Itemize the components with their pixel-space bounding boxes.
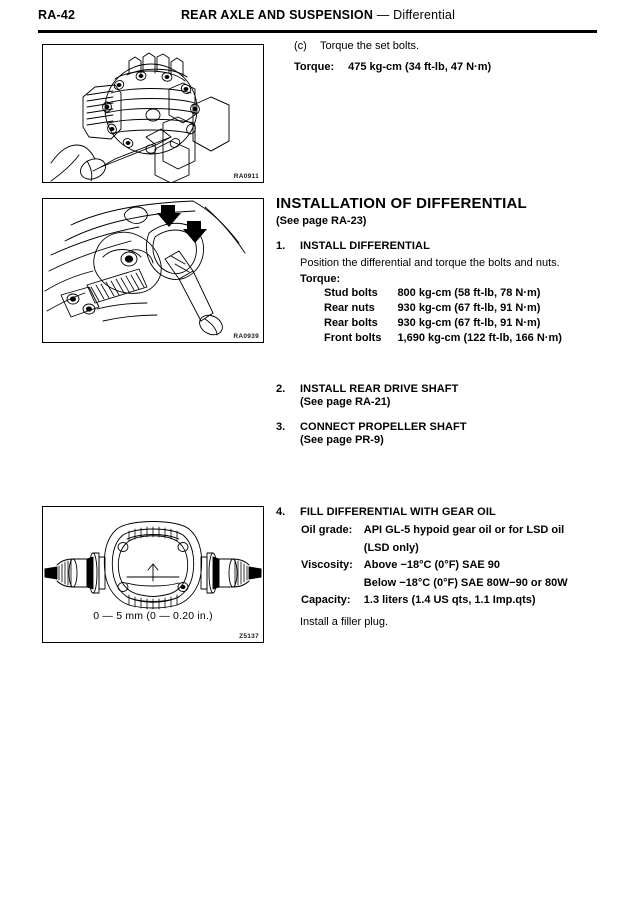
step-body — [300, 506, 606, 628]
step-description: Position the differential and torque the bolts and nuts. — [300, 257, 560, 269]
figure-id: RA0911 — [233, 173, 259, 180]
page-title-dash: — — [376, 8, 390, 22]
figure-torque-set-bolts — [42, 44, 264, 183]
oil-spec-table — [300, 522, 578, 610]
differential-mounting-illustration — [43, 199, 263, 342]
step-body — [300, 240, 606, 346]
section-reference: (See page RA-23) — [276, 215, 367, 227]
figure-id: Z5137 — [239, 633, 259, 640]
step-title: CONNECT PROPELLER SHAFT — [300, 421, 467, 433]
header-divider — [38, 30, 597, 33]
step-number: 2. — [276, 383, 286, 395]
torque-label: Torque: — [294, 61, 335, 73]
torque-value: 475 kg-cm (34 ft-lb, 47 N·m) — [348, 61, 492, 73]
step-reference: (See page RA-21) — [300, 396, 391, 408]
table-row — [324, 286, 562, 301]
table-row — [300, 522, 578, 540]
spec-value-continued: Below −18°C (0°F) SAE 80W−90 or 80W — [363, 576, 568, 589]
spec-value: API GL-5 hypoid gear oil or for LSD oil — [363, 524, 565, 536]
substep-marker: (c) — [294, 40, 307, 52]
figure-axle-housing — [42, 506, 264, 643]
spec-name: Rear bolts — [324, 317, 378, 329]
spec-label: Capacity: — [301, 594, 351, 606]
spec-value: Above −18°C (0°F) SAE 90 — [363, 559, 501, 571]
step-body — [300, 421, 606, 446]
step-reference: (See page PR-9) — [300, 434, 384, 446]
step-number: 1. — [276, 240, 286, 252]
table-row — [324, 301, 562, 316]
spec-label-spacer — [300, 575, 363, 593]
differential-carrier-illustration — [43, 45, 263, 182]
figure-id: RA0939 — [233, 333, 259, 340]
spec-label-spacer — [300, 540, 363, 558]
table-row — [300, 540, 578, 558]
spec-name: Rear nuts — [324, 302, 375, 314]
step-title: INSTALL DIFFERENTIAL — [300, 240, 430, 252]
table-row — [300, 592, 578, 610]
page-title — [38, 8, 598, 22]
step-closing-note: Install a filler plug. — [300, 615, 389, 628]
spec-value: 1.3 liters (1.4 US qts, 1.1 Imp.qts) — [363, 594, 536, 606]
substep-text: Torque the set bolts. — [320, 40, 420, 52]
section-heading — [276, 195, 606, 227]
page-title-main: REAR AXLE AND SUSPENSION — [180, 8, 374, 22]
page-number: RA-42 — [38, 8, 76, 22]
figure-dimension-caption: 0 — 5 mm (0 — 0.20 in.) — [93, 610, 213, 622]
torque-spec-table — [324, 286, 562, 346]
spec-value: 930 kg-cm (67 ft-lb, 91 N·m) — [397, 302, 541, 314]
torque-specification — [294, 61, 606, 73]
step-number: 4. — [276, 506, 286, 518]
page-title-sub: Differential — [393, 8, 456, 22]
spec-value: 930 kg-cm (67 ft-lb, 91 N·m) — [397, 317, 541, 329]
step-title: INSTALL REAR DRIVE SHAFT — [300, 383, 459, 395]
spec-label: Viscosity: — [301, 559, 353, 571]
step-title: FILL DIFFERENTIAL WITH GEAR OIL — [300, 506, 496, 518]
spec-label: Oil grade: — [301, 524, 353, 536]
torque-label: Torque: — [300, 273, 341, 285]
figure-install-differential — [42, 198, 264, 343]
section-title: INSTALLATION OF DIFFERENTIAL — [276, 195, 527, 212]
spec-value: 1,690 kg-cm (122 ft-lb, 166 N·m) — [397, 332, 562, 344]
spec-value: 800 kg-cm (58 ft-lb, 78 N·m) — [397, 287, 541, 299]
table-row — [300, 557, 578, 575]
table-row — [300, 575, 578, 593]
table-row — [324, 316, 562, 331]
spec-value-continued: (LSD only) — [363, 541, 419, 554]
spec-name: Stud bolts — [324, 287, 378, 299]
step-number: 3. — [276, 421, 286, 433]
step-body — [300, 383, 606, 408]
spec-name: Front bolts — [324, 332, 382, 344]
table-row — [324, 331, 562, 346]
